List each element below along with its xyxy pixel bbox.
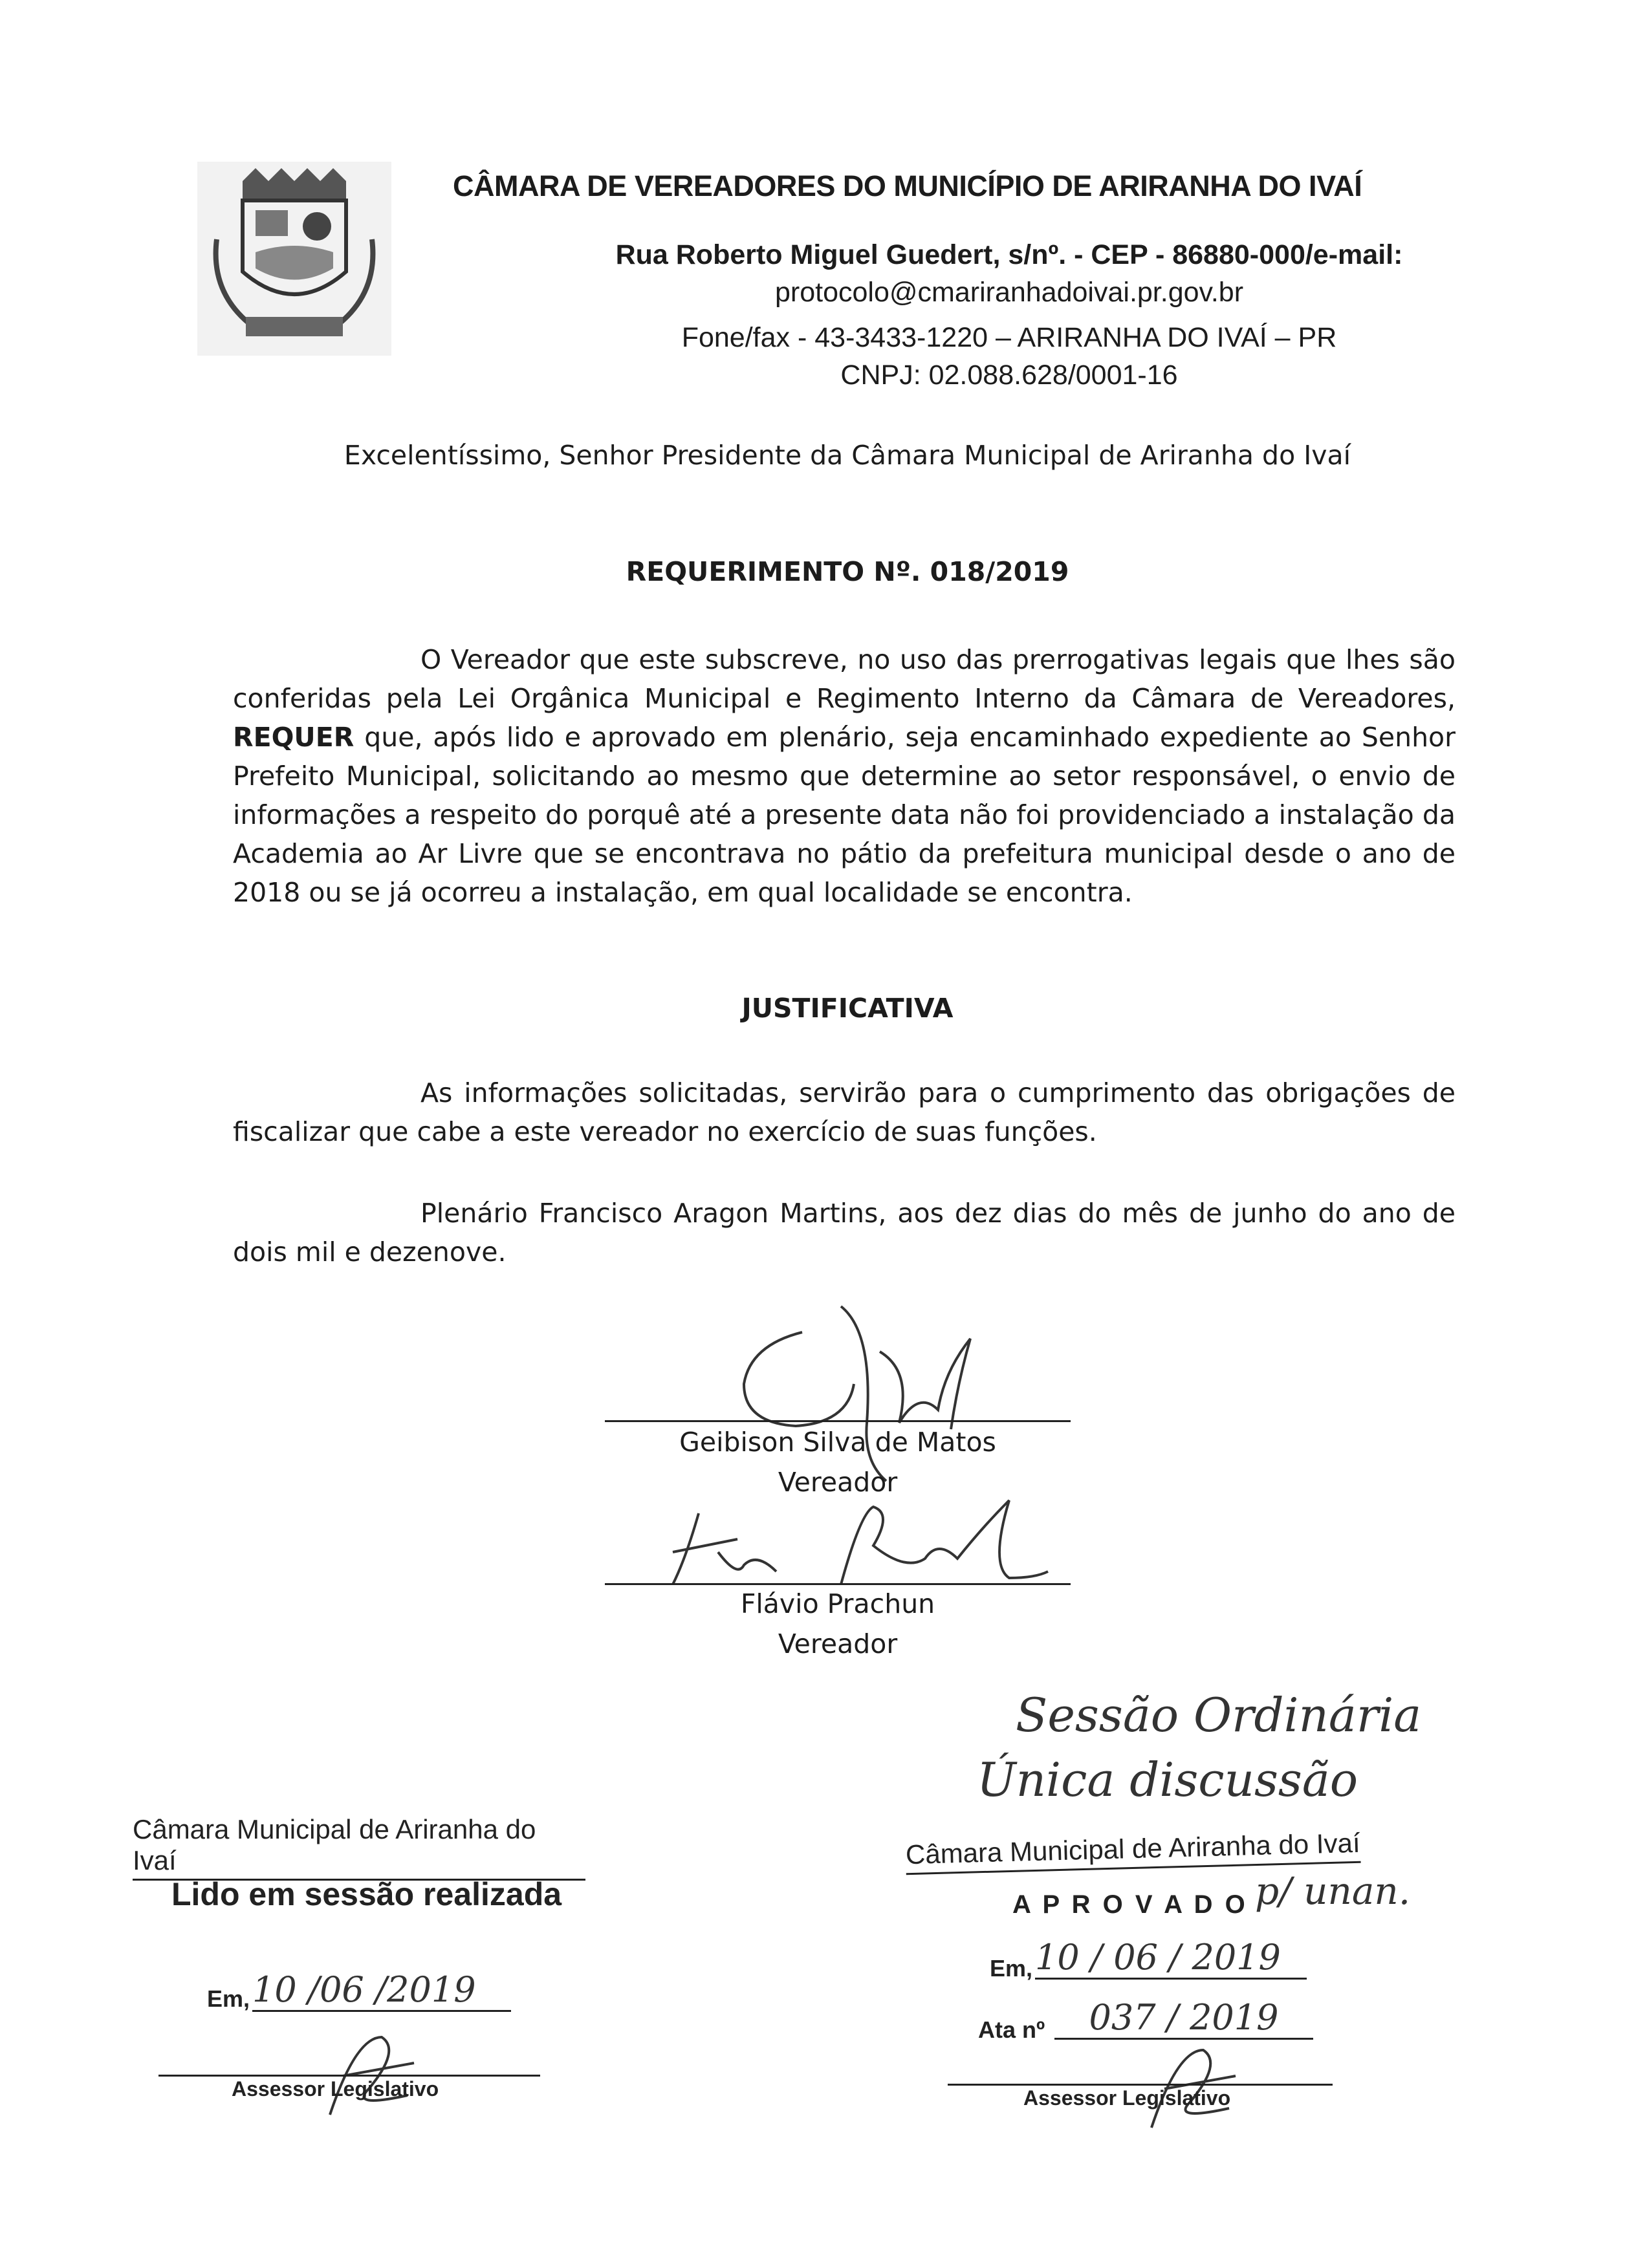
stamp-left-signer-role: Assessor Legislativo bbox=[232, 2077, 439, 2101]
signer-role-1: Vereador bbox=[778, 1467, 898, 1498]
header-cnpj: CNPJ: 02.088.628/0001-16 bbox=[840, 360, 1178, 391]
stamp-right-handnote-2: Única discussão bbox=[977, 1753, 1358, 1807]
stamp-left-signature-line bbox=[158, 2075, 540, 2077]
header-title: CÂMARA DE VEREADORES DO MUNICÍPIO DE ARIRANHA DO IVAÍ bbox=[453, 169, 1362, 202]
municipal-seal-icon bbox=[197, 162, 391, 356]
stamp-right-date-label: Em, bbox=[990, 1955, 1033, 1982]
signer-name-1: Geibison Silva de Matos bbox=[679, 1427, 996, 1458]
stamp-left-date-label: Em, bbox=[207, 1985, 250, 2012]
signature-line-2 bbox=[605, 1583, 1071, 1585]
justification-text: As informações solicitadas, servirão para o cumprimento das obrigações de fiscalizar que cabe a este vereador no exercício de suas funções. bbox=[233, 1077, 1456, 1147]
salutation: Excelentíssimo, Senhor Presidente da Câmara Municipal de Ariranha do Ivaí bbox=[344, 440, 1351, 471]
request-intro: O Vereador que este subscreve, no uso das prerrogativas legais que lhes são conferidas pela Lei Orgânica Municipal e Regimento Interno da Câmara de Vereadores, bbox=[233, 644, 1456, 714]
stamp-right-status: A P R O V A D O bbox=[1012, 1890, 1248, 1919]
signature-line-1 bbox=[605, 1420, 1071, 1422]
header-phone: Fone/fax - 43-3433-1220 – ARIRANHA DO IVAÍ – PR bbox=[681, 322, 1337, 353]
stamp-right-ata-label: Ata nº bbox=[978, 2016, 1045, 2043]
header-email: protocolo@cmariranhadoivai.pr.gov.br bbox=[774, 277, 1244, 308]
stamp-right-signature-line bbox=[948, 2084, 1333, 2086]
stamp-right-handnote-1: Sessão Ordinária bbox=[1016, 1688, 1422, 1742]
stamp-right-status-hand: p/ unan. bbox=[1255, 1869, 1411, 1913]
header-address: Rua Roberto Miguel Guedert, s/nº. - CEP - 86880-000/e-mail: bbox=[615, 239, 1403, 270]
signer-role-2: Vereador bbox=[778, 1628, 898, 1659]
document-title: REQUERIMENTO Nº. 018/2019 bbox=[626, 556, 1069, 587]
closing-text: Plenário Francisco Aragon Martins, aos dez dias do mês de junho do ano de dois mil e dezenove. bbox=[233, 1198, 1456, 1268]
stamp-left-status: Lido em sessão realizada bbox=[171, 1876, 562, 1912]
request-paragraph bbox=[233, 640, 1456, 912]
stamp-left-org: Câmara Municipal de Ariranha do Ivaí bbox=[133, 1814, 585, 1881]
signer-name-2: Flávio Prachun bbox=[740, 1588, 935, 1619]
signature-scribble-1 bbox=[725, 1293, 996, 1487]
stamp-right-signature bbox=[1126, 2037, 1255, 2134]
stamp-right-org: Câmara Municipal de Ariranha do Ivaí bbox=[905, 1828, 1360, 1875]
stamp-right-date-value: 10 / 06 / 2019 bbox=[1035, 1937, 1307, 1980]
stamp-right-ata-value: 037 / 2019 bbox=[1054, 1997, 1313, 2040]
signature-scribble-2 bbox=[647, 1487, 1067, 1597]
stamp-right-signer-role: Assessor Legislativo bbox=[1023, 2086, 1231, 2110]
stamp-left-date-value: 10 /06 /2019 bbox=[252, 1969, 511, 2012]
request-rest: que, após lido e aprovado em plenário, seja encaminhado expediente ao Senhor Prefeito Municipal, solicitando ao mesmo que determine ao setor responsável, o envio de informações a respeito do porquê até a presente data não foi providenciado a instalação da Academia ao Ar Livre que se encontrava no pátio da prefeitura municipal desde o ano de 2018 ou se já ocorreu a instalação, em qual localidade se encontra. bbox=[233, 722, 1456, 908]
request-keyword: REQUER bbox=[233, 722, 354, 753]
justification-title: JUSTIFICATIVA bbox=[741, 993, 954, 1024]
